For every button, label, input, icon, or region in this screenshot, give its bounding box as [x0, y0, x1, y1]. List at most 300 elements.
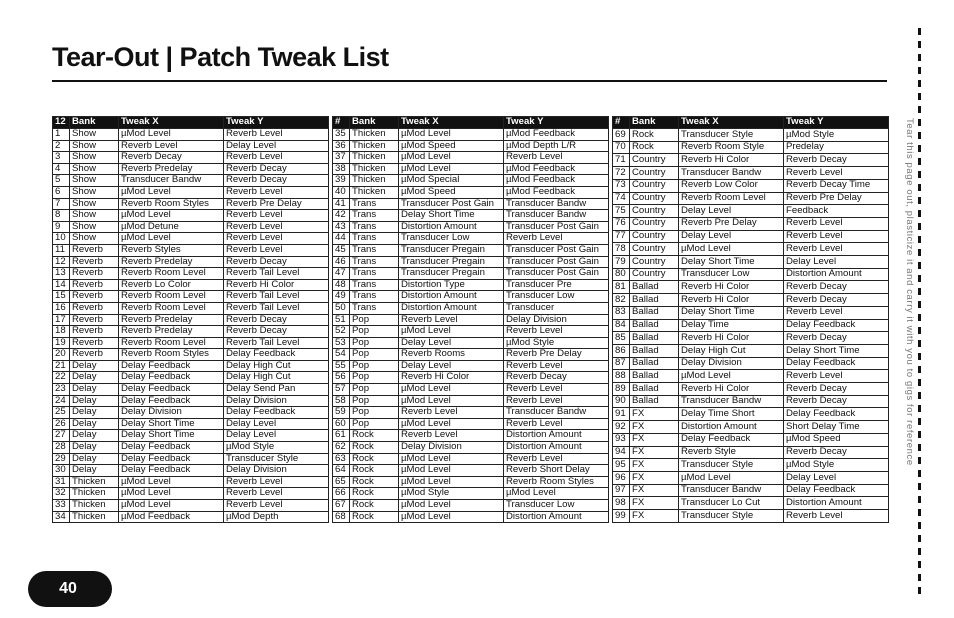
table-cell: Reverb Hi Color [679, 154, 784, 167]
table-cell: Delay Level [224, 140, 329, 152]
table-row [333, 418, 609, 430]
table-cell: Transducer Bandw [119, 175, 224, 187]
table-row [613, 408, 889, 421]
table-cell: Delay Feedback [784, 408, 889, 421]
table-cell: Distortion Amount [399, 291, 504, 303]
table-row [613, 510, 889, 523]
table-row [613, 433, 889, 446]
table-cell: Country [630, 243, 679, 256]
table-cell: Delay Feedback [224, 407, 329, 419]
page-title: Tear-Out | Patch Tweak List [52, 42, 389, 72]
table-cell: Reverb Hi Color [224, 279, 329, 291]
table-cell: Delay Short Time [679, 256, 784, 269]
table-row [613, 281, 889, 294]
table-cell: Reverb Level [224, 476, 329, 488]
table-cell: Delay [70, 465, 119, 477]
table-cell: Pop [350, 384, 399, 396]
table-cell: Reverb Decay [504, 372, 609, 384]
table-cell: 12 [53, 256, 70, 268]
table-row [53, 465, 329, 477]
table-cell: Distortion Amount [504, 511, 609, 523]
table-row [53, 453, 329, 465]
table-row [613, 344, 889, 357]
column-header: Tweak Y [504, 117, 609, 129]
table-row [333, 372, 609, 384]
table-cell: µMod Detune [119, 221, 224, 233]
table-cell: 67 [333, 500, 350, 512]
table-cell: Thicken [350, 140, 399, 152]
table-cell: µMod Level [399, 476, 504, 488]
table-cell: Country [630, 179, 679, 192]
table-cell: 69 [613, 129, 630, 142]
table-cell: Delay Send Pan [224, 384, 329, 396]
table-cell: Reverb Tail Level [224, 291, 329, 303]
table-cell: µMod Speed [784, 433, 889, 446]
table-cell: Country [630, 268, 679, 281]
table-cell: µMod Speed [399, 140, 504, 152]
table-cell: Reverb Level [399, 314, 504, 326]
table-cell: Reverb Pre Delay [504, 349, 609, 361]
table-cell: Ballad [630, 281, 679, 294]
table-cell: µMod Depth [224, 511, 329, 523]
table-cell: Reverb Decay [784, 332, 889, 345]
table-row [53, 302, 329, 314]
table-cell: Reverb [70, 268, 119, 280]
title-rule [52, 80, 887, 82]
table-cell: Distortion Amount [399, 302, 504, 314]
table-cell: Delay Feedback [224, 349, 329, 361]
table-cell: FX [630, 510, 679, 523]
table-cell: µMod Level [119, 186, 224, 198]
table-cell: Pop [350, 372, 399, 384]
table-row [53, 326, 329, 338]
table-row [53, 268, 329, 280]
table-cell: Country [630, 230, 679, 243]
table-cell: Delay Feedback [119, 360, 224, 372]
table-row [53, 418, 329, 430]
table-cell: Reverb Predelay [119, 326, 224, 338]
table-cell: Delay [70, 453, 119, 465]
table-cell: Show [70, 129, 119, 141]
table-row [613, 421, 889, 434]
table-cell: Country [630, 205, 679, 218]
table-cell: Transducer Style [679, 129, 784, 142]
table-cell: Trans [350, 221, 399, 233]
table-row [613, 484, 889, 497]
table-row [53, 337, 329, 349]
table-cell: Transducer Post Gain [504, 256, 609, 268]
table-cell: Feedback [784, 205, 889, 218]
table-cell: Transducer Post Gain [504, 221, 609, 233]
table-cell: Delay Time Short [679, 408, 784, 421]
table-row [613, 383, 889, 396]
table-row [53, 210, 329, 222]
table-row [613, 459, 889, 472]
table-cell: Distortion Type [399, 279, 504, 291]
table-cell: Delay Short Time [119, 430, 224, 442]
table-cell: 3 [53, 152, 70, 164]
table-row [53, 163, 329, 175]
column-header: Tweak X [679, 117, 784, 129]
table-cell: Reverb Level [784, 510, 889, 523]
table-row [53, 186, 329, 198]
table-cell: Reverb Hi Color [679, 294, 784, 307]
table-row [333, 163, 609, 175]
table-cell: µMod Level [399, 418, 504, 430]
table-cell: 18 [53, 326, 70, 338]
table-cell: Reverb [70, 244, 119, 256]
table-cell: Trans [350, 302, 399, 314]
table-row [53, 198, 329, 210]
table-cell: Reverb Hi Color [679, 383, 784, 396]
table-cell: µMod Level [679, 370, 784, 383]
table-row [333, 337, 609, 349]
table-cell: Ballad [630, 306, 679, 319]
table-cell: Show [70, 140, 119, 152]
table-cell: Thicken [350, 175, 399, 187]
table-row [333, 511, 609, 523]
table-row [333, 395, 609, 407]
table-cell: 44 [333, 233, 350, 245]
table-cell: Transducer Pregain [399, 244, 504, 256]
table-cell: Reverb Decay [784, 446, 889, 459]
table-row [53, 256, 329, 268]
table-cell: Delay Level [679, 205, 784, 218]
table-cell: Reverb [70, 302, 119, 314]
table-row [53, 152, 329, 164]
table-cell: Pop [350, 349, 399, 361]
table-cell: Delay High Cut [224, 360, 329, 372]
table-row [613, 141, 889, 154]
table-cell: Transducer Low [504, 291, 609, 303]
table-cell: Reverb Room Styles [119, 349, 224, 361]
table-cell: 79 [613, 256, 630, 269]
column-header: # [333, 117, 350, 129]
table-cell: Pop [350, 360, 399, 372]
table-row [53, 500, 329, 512]
table-cell: 39 [333, 175, 350, 187]
table-row [333, 453, 609, 465]
table-cell: 36 [333, 140, 350, 152]
table-cell: Delay Feedback [784, 319, 889, 332]
table-cell: 10 [53, 233, 70, 245]
table-cell: 72 [613, 167, 630, 180]
table-cell: µMod Level [119, 210, 224, 222]
table-cell: Delay [70, 384, 119, 396]
column-header: Bank [350, 117, 399, 129]
table-row [613, 357, 889, 370]
table-cell: Delay Feedback [119, 442, 224, 454]
patch-table [332, 116, 609, 523]
table-cell: 92 [613, 421, 630, 434]
table-cell: µMod Level [399, 511, 504, 523]
table-cell: Reverb Room Level [119, 337, 224, 349]
table-row [613, 256, 889, 269]
patch-tables [52, 116, 887, 523]
table-cell: 32 [53, 488, 70, 500]
table-cell: 90 [613, 395, 630, 408]
table-cell: 50 [333, 302, 350, 314]
table-cell: Ballad [630, 383, 679, 396]
table-cell: Reverb Room Level [119, 291, 224, 303]
table-cell: Delay [70, 418, 119, 430]
table-header-row [333, 117, 609, 129]
table-row [333, 175, 609, 187]
table-cell: Transducer Bandw [504, 210, 609, 222]
table-cell: Reverb Hi Color [399, 372, 504, 384]
table-cell: µMod Level [504, 488, 609, 500]
table-cell: µMod Special [399, 175, 504, 187]
table-cell: 11 [53, 244, 70, 256]
table-cell: 91 [613, 408, 630, 421]
table-cell: 77 [613, 230, 630, 243]
table-row [613, 395, 889, 408]
table-cell: µMod Level [119, 129, 224, 141]
table-row [53, 430, 329, 442]
table-cell: Show [70, 210, 119, 222]
table-cell: 51 [333, 314, 350, 326]
table-cell: µMod Style [224, 442, 329, 454]
table-row [53, 407, 329, 419]
table-cell: Reverb Styles [119, 244, 224, 256]
table-cell: FX [630, 484, 679, 497]
table-cell: Reverb [70, 349, 119, 361]
table-cell: Pop [350, 337, 399, 349]
table-cell: Rock [630, 141, 679, 154]
column-header: 12 [53, 117, 70, 129]
table-cell: Reverb Level [224, 152, 329, 164]
table-row [53, 372, 329, 384]
table-cell: Reverb Level [784, 306, 889, 319]
table-row [333, 407, 609, 419]
table-cell: Reverb Decay [784, 154, 889, 167]
table-cell: Delay Feedback [119, 453, 224, 465]
table-cell: Delay Level [399, 337, 504, 349]
table-cell: 49 [333, 291, 350, 303]
table-cell: 2 [53, 140, 70, 152]
table-cell: Thicken [70, 511, 119, 523]
table-row [53, 279, 329, 291]
table-cell: Trans [350, 210, 399, 222]
table-cell: Delay Level [679, 230, 784, 243]
table-row [333, 500, 609, 512]
table-cell: Pop [350, 395, 399, 407]
table-cell: 6 [53, 186, 70, 198]
table-row [333, 384, 609, 396]
column-header: Bank [70, 117, 119, 129]
table-cell: 38 [333, 163, 350, 175]
table-cell: Country [630, 256, 679, 269]
table-cell: Trans [350, 291, 399, 303]
table-row [53, 233, 329, 245]
table-cell: Show [70, 221, 119, 233]
table-cell: 23 [53, 384, 70, 396]
table-cell: Reverb Pre Delay [224, 198, 329, 210]
table-cell: Reverb Decay [224, 314, 329, 326]
table-cell: Rock [350, 430, 399, 442]
table-cell: Reverb Decay [784, 294, 889, 307]
table-cell: 83 [613, 306, 630, 319]
table-cell: 22 [53, 372, 70, 384]
table-cell: FX [630, 497, 679, 510]
table-cell: Reverb Room Style [679, 141, 784, 154]
table-cell: Transducer Low [399, 233, 504, 245]
table-cell: 9 [53, 221, 70, 233]
table-cell: 40 [333, 186, 350, 198]
table-cell: 96 [613, 471, 630, 484]
table-cell: 99 [613, 510, 630, 523]
table-cell: FX [630, 421, 679, 434]
table-cell: 15 [53, 291, 70, 303]
table-row [333, 256, 609, 268]
table-row [613, 205, 889, 218]
table-cell: Reverb Level [224, 244, 329, 256]
table-cell: Reverb Predelay [119, 314, 224, 326]
table-cell: Reverb Decay [224, 175, 329, 187]
table-row [333, 268, 609, 280]
table-cell: Reverb [70, 256, 119, 268]
table-cell: Delay [70, 407, 119, 419]
table-cell: Reverb [70, 291, 119, 303]
table-row [613, 217, 889, 230]
table-cell: Reverb Pre Delay [784, 192, 889, 205]
table-cell: Transducer Post Gain [504, 244, 609, 256]
table-cell: Transducer Low [504, 500, 609, 512]
table-cell: Reverb Short Delay [504, 465, 609, 477]
table-row [53, 129, 329, 141]
table-cell: µMod Level [679, 243, 784, 256]
table-cell: Rock [350, 465, 399, 477]
table-row [613, 268, 889, 281]
table-row [333, 314, 609, 326]
column-header: Tweak X [399, 117, 504, 129]
table-cell: 46 [333, 256, 350, 268]
table-cell: Reverb Decay [784, 281, 889, 294]
table-cell: 75 [613, 205, 630, 218]
table-cell: Reverb Level [504, 233, 609, 245]
table-cell: Delay High Cut [679, 344, 784, 357]
table-cell: Reverb Room Level [119, 302, 224, 314]
table-cell: 28 [53, 442, 70, 454]
table-cell: 26 [53, 418, 70, 430]
table-cell: 57 [333, 384, 350, 396]
table-cell: Distortion Amount [504, 430, 609, 442]
table-cell: Reverb Rooms [399, 349, 504, 361]
table-cell: 48 [333, 279, 350, 291]
table-cell: FX [630, 408, 679, 421]
table-cell: Reverb Tail Level [224, 302, 329, 314]
table-cell: 37 [333, 152, 350, 164]
table-cell: Reverb Tail Level [224, 337, 329, 349]
table-cell: Transducer Low [679, 268, 784, 281]
table-row [333, 129, 609, 141]
table-cell: Delay Feedback [119, 384, 224, 396]
table-cell: Thicken [70, 488, 119, 500]
table-cell: µMod Level [119, 233, 224, 245]
table-cell: Short Delay Time [784, 421, 889, 434]
table-cell: Reverb Level [784, 243, 889, 256]
table-cell: 5 [53, 175, 70, 187]
table-row [333, 326, 609, 338]
table-cell: Show [70, 163, 119, 175]
table-row [53, 384, 329, 396]
table-cell: Trans [350, 198, 399, 210]
table-cell: Distortion Amount [679, 421, 784, 434]
table-cell: 20 [53, 349, 70, 361]
table-cell: Ballad [630, 370, 679, 383]
table-cell: Distortion Amount [784, 497, 889, 510]
table-row [613, 243, 889, 256]
table-cell: Delay Level [224, 430, 329, 442]
table-cell: Reverb Level [504, 453, 609, 465]
table-cell: 60 [333, 418, 350, 430]
table-cell: µMod Level [399, 384, 504, 396]
table-cell: Trans [350, 256, 399, 268]
table-row [53, 175, 329, 187]
table-row [53, 221, 329, 233]
table-cell: Reverb Level [784, 370, 889, 383]
table-cell: Rock [350, 511, 399, 523]
table-cell: Trans [350, 233, 399, 245]
table-cell: Reverb Decay Time [784, 179, 889, 192]
table-cell: Show [70, 186, 119, 198]
patch-table [52, 116, 329, 523]
table-cell: 25 [53, 407, 70, 419]
table-header-row [613, 117, 889, 129]
table-cell: 93 [613, 433, 630, 446]
table-cell: Transducer Lo Cut [679, 497, 784, 510]
table-row [613, 192, 889, 205]
table-cell: Thicken [70, 500, 119, 512]
table-cell: µMod Level [399, 500, 504, 512]
table-cell: Ballad [630, 319, 679, 332]
table-cell: Reverb Room Styles [504, 476, 609, 488]
table-cell: 8 [53, 210, 70, 222]
table-cell: 87 [613, 357, 630, 370]
table-cell: Transducer Style [224, 453, 329, 465]
table-cell: Reverb Level [504, 418, 609, 430]
table-cell: Delay Division [399, 442, 504, 454]
table-header-row [53, 117, 329, 129]
table-cell: Delay Short Time [679, 306, 784, 319]
table-row [333, 233, 609, 245]
table-cell: Reverb Level [504, 152, 609, 164]
table-row [53, 488, 329, 500]
column-header: Tweak Y [224, 117, 329, 129]
table-cell: Delay Level [224, 418, 329, 430]
table-cell: Transducer Bandw [504, 407, 609, 419]
table-row [613, 129, 889, 142]
table-cell: Pop [350, 418, 399, 430]
table-cell: 81 [613, 281, 630, 294]
table-cell: 7 [53, 198, 70, 210]
table-cell: Reverb Tail Level [224, 268, 329, 280]
table-row [53, 140, 329, 152]
table-row [53, 244, 329, 256]
table-cell: Country [630, 217, 679, 230]
table-cell: FX [630, 459, 679, 472]
table-row [333, 221, 609, 233]
table-cell: Ballad [630, 294, 679, 307]
table-cell: 16 [53, 302, 70, 314]
table-cell: Ballad [630, 395, 679, 408]
table-row [53, 360, 329, 372]
table-cell: 62 [333, 442, 350, 454]
table-cell: Transducer Post Gain [399, 198, 504, 210]
table-cell: 97 [613, 484, 630, 497]
table-cell: Pop [350, 314, 399, 326]
table-cell: Distortion Amount [504, 442, 609, 454]
